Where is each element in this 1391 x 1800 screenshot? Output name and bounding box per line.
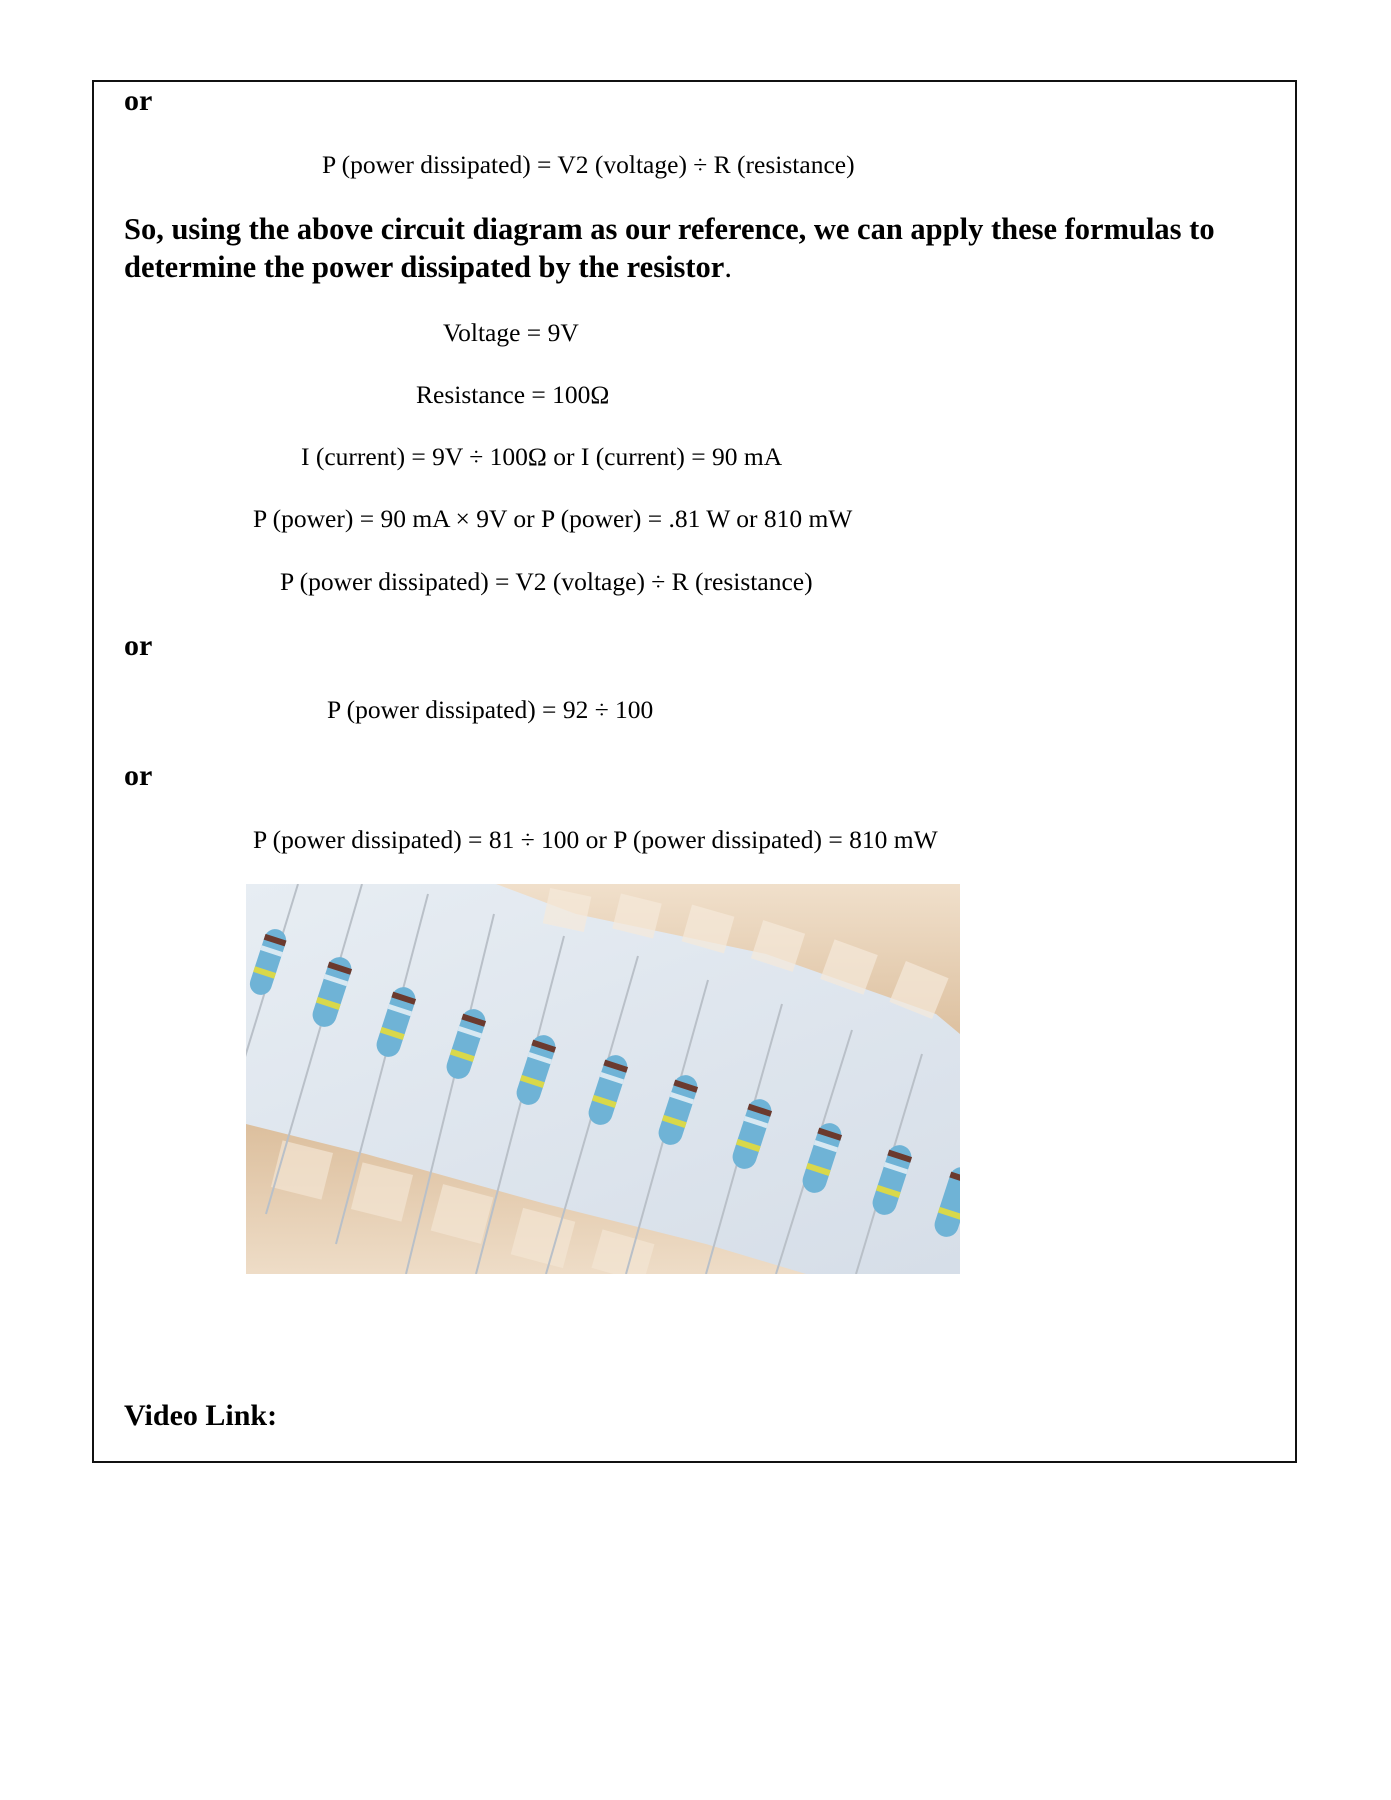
current-line: I (current) = 9V ÷ 100Ω or I (current) = 90 mA	[301, 442, 783, 471]
or-label-3: or	[124, 759, 153, 792]
heading-end: .	[724, 250, 732, 284]
calc-line-2: P (power dissipated) = 81 ÷ 100 or P (power dissipated) = 810 mW	[253, 825, 938, 854]
or-label-1: or	[124, 84, 153, 117]
heading-bold-text: So, using the above circuit diagram as our reference, we can apply these formulas to determine the power dissipated by the resistor	[124, 212, 1215, 284]
section-heading	[124, 210, 1264, 286]
resistors-photo	[246, 884, 960, 1274]
voltage-line: Voltage = 9V	[443, 318, 579, 347]
power-line: P (power) = 90 mA × 9V or P (power) = .81 W or 810 mW	[253, 504, 853, 533]
resistance-line: Resistance = 100Ω	[416, 380, 610, 409]
calc-line-1: P (power dissipated) = 92 ÷ 100	[327, 695, 654, 724]
or-label-2: or	[124, 629, 153, 662]
formula-top: P (power dissipated) = V2 (voltage) ÷ R (resistance)	[322, 150, 855, 179]
video-link-label: Video Link:	[124, 1399, 278, 1432]
formula-repeat: P (power dissipated) = V2 (voltage) ÷ R (resistance)	[280, 567, 813, 596]
